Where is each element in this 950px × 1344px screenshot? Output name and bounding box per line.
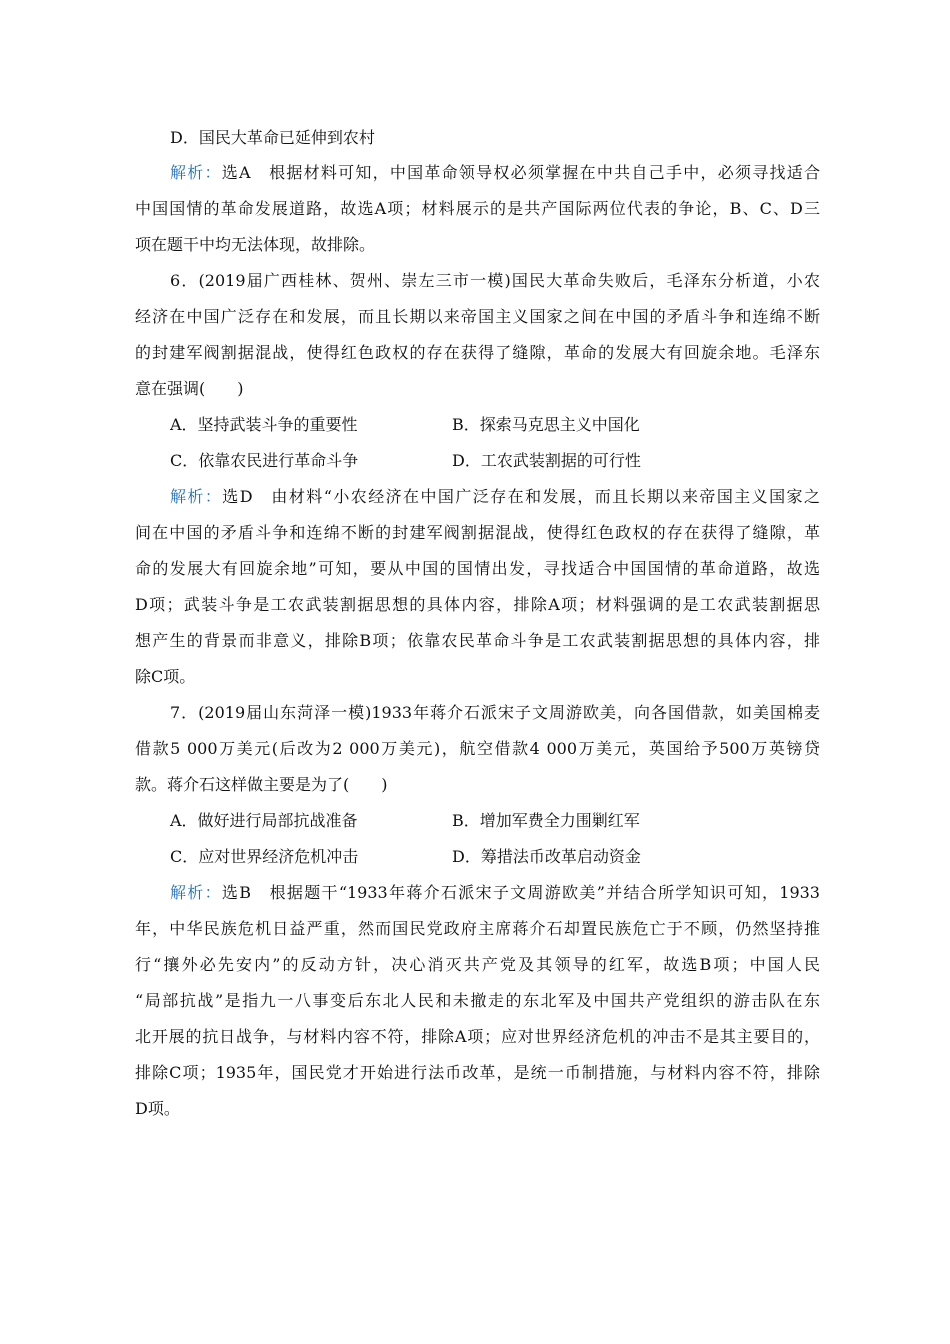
q6-analysis-line-3: 命的发展大有回旋余地”可知，要从中国的国情出发，寻找适合中国国情的革命道路，故选 xyxy=(135,559,820,578)
q6-analysis-line-6: 除C项。 xyxy=(135,667,196,686)
q7-stem-line-3: 款。蒋介石这样做主要是为了( ) xyxy=(135,775,388,794)
q7-analysis-line-4: “局部抗战”是指九一八事变后东北人民和未撤走的东北军及中国共产党组织的游击队在东 xyxy=(135,991,820,1010)
q7-option-c: C．应对世界经济危机冲击 xyxy=(170,847,359,866)
q6-option-d: D．工农武装割据的可行性 xyxy=(452,451,641,470)
analysis-text: 选B 根据题干“1933年蒋介石派宋子文周游欧美”并结合所学知识可知，1933 xyxy=(221,883,820,902)
analysis-text: 选D 由材料“小农经济在中国广泛存在和发展，而且长期以来帝国主义国家之 xyxy=(222,487,820,506)
q5-analysis-line-1 xyxy=(170,161,820,185)
analysis-label: 解析： xyxy=(170,487,223,506)
q7-analysis-line-2: 年，中华民族危机日益严重，然而国民党政府主席蒋介石却置民族危亡于不顾，仍然坚持推 xyxy=(135,919,820,938)
q7-stem-line-2: 借款5 000万美元(后改为2 000万美元)，航空借款4 000万美元，英国给予500万英镑贷 xyxy=(135,739,820,758)
q7-analysis-line-3: 行“攘外必先安内”的反动方针，决心消灭共产党及其领导的红军，故选B项；中国人民 xyxy=(135,955,820,974)
q7-option-d: D．筹措法币改革启动资金 xyxy=(452,847,641,866)
q6-stem-line-2: 经济在中国广泛存在和发展，而且长期以来帝国主义国家之间在中国的矛盾斗争和连绵不断 xyxy=(135,307,820,326)
q5-analysis-line-3: 项在题干中均无法体现，故排除。 xyxy=(135,235,376,254)
q6-analysis-line-5: 想产生的背景而非意义，排除B项；依靠农民革命斗争是工农武装割据思想的具体内容，排 xyxy=(135,631,820,650)
q5-option-d: D．国民大革命已延伸到农村 xyxy=(170,128,375,147)
q6-stem-line-1: 6．(2019届广西桂林、贺州、崇左三市一模)国民大革命失败后，毛泽东分析道，小农 xyxy=(170,271,820,290)
analysis-text: 选A 根据材料可知，中国革命领导权必须掌握在中共自己手中，必须寻找适合 xyxy=(221,163,820,182)
q7-analysis-line-7: D项。 xyxy=(135,1099,180,1118)
q5-analysis-line-2: 中国国情的革命发展道路，故选A项；材料展示的是共产国际两位代表的争论，B、C、D三 xyxy=(135,199,820,218)
q6-stem-line-3: 的封建军阀割据混战，使得红色政权的存在获得了缝隙，革命的发展大有回旋余地。毛泽东 xyxy=(135,343,820,362)
q7-option-a: A．做好进行局部抗战准备 xyxy=(170,811,358,830)
q6-option-a: A．坚持武装斗争的重要性 xyxy=(170,415,358,434)
q7-analysis-line-6: 排除C项；1935年，国民党才开始进行法币改革，是统一币制措施，与材料内容不符，排除 xyxy=(135,1063,820,1082)
q7-option-b: B．增加军费全力围剿红军 xyxy=(452,811,640,830)
q6-option-c: C．依靠农民进行革命斗争 xyxy=(170,451,359,470)
q6-analysis-line-1 xyxy=(170,485,820,509)
analysis-label: 解析： xyxy=(170,163,222,182)
analysis-label: 解析： xyxy=(170,883,222,902)
q6-stem-line-4: 意在强调( ) xyxy=(135,379,244,398)
q7-analysis-line-5: 北开展的抗日战争，与材料内容不符，排除A项；应对世界经济危机的冲击不是其主要目的， xyxy=(135,1027,820,1046)
q6-analysis-line-2: 间在中国的矛盾斗争和连绵不断的封建军阀割据混战，使得红色政权的存在获得了缝隙，革 xyxy=(135,523,820,542)
q6-option-b: B．探索马克思主义中国化 xyxy=(452,415,640,434)
q7-stem-line-1: 7．(2019届山东菏泽一模)1933年蒋介石派宋子文周游欧美，向各国借款，如美国棉麦 xyxy=(170,703,820,722)
q7-analysis-line-1 xyxy=(170,881,820,905)
q6-analysis-line-4: D项；武装斗争是工农武装割据思想的具体内容，排除A项；材料强调的是工农武装割据思 xyxy=(135,595,820,614)
